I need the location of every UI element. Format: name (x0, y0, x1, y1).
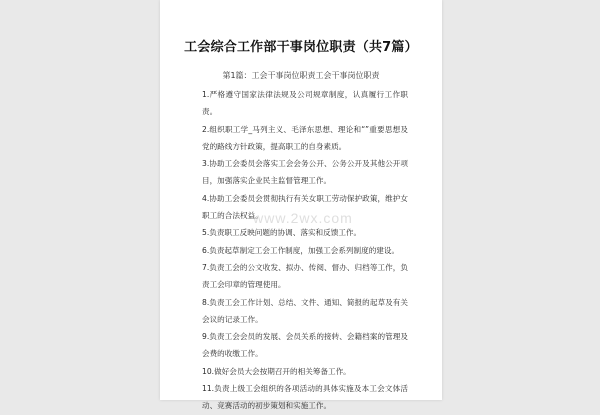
duty-item-5: 5.负责职工反映问题的协调、落实和反馈工作。 (202, 228, 362, 238)
duty-item-11: 11.负责上级工会组织的各项活动的具体实施及本工会文体活动、竞赛活动的初步策划和实施工作。 (202, 384, 408, 411)
duty-item-2: 2.组织职工学_马列主义、毛泽东思想、理论和“”重要思想及党的路线方针政策，提高职工的自身素质。 (202, 124, 408, 151)
duty-item-7: 7.负责工会的公文收发、拟办、传阅、督办、归档等工作，负责工会印章的管理使用。 (202, 262, 408, 290)
document-page (160, 0, 442, 411)
duty-item-10: 10.做好会员大会按期召开的相关筹备工作。 (202, 366, 351, 376)
duty-item-4: 4.协助工会委员会贯彻执行有关女职工劳动保护政策，维护女职工的合法权益。 (202, 193, 408, 221)
duty-item-3: 3.协助工会委员会落实工会会务公开、公务公开及其他公开项目，加强落实企业民主监督管理工作。 (202, 159, 408, 186)
duty-list (202, 86, 408, 415)
document-title: 工会综合工作部干事岗位职责（共7篇） (184, 40, 418, 55)
duty-item-1: 1.严格遵守国家法律法规及公司规章制度，认真履行工作职责。 (202, 90, 408, 117)
duty-item-8: 8.负责工会工作计划、总结、文件、通知、简报的起草及有关会议的记录工作。 (202, 297, 408, 324)
duty-item-9: 9.负责工会会员的发展、会员关系的接转、会籍档案的管理及会费的收缴工作。 (202, 332, 408, 359)
site-watermark: www.2wx.com (253, 210, 353, 226)
duty-item-6: 6.负责起草制定工会工作制度，加强工会系列制度的建设。 (202, 245, 400, 255)
document-subtitle: 第1篇：工会干事岗位职责工会干事岗位职责 (222, 71, 380, 80)
